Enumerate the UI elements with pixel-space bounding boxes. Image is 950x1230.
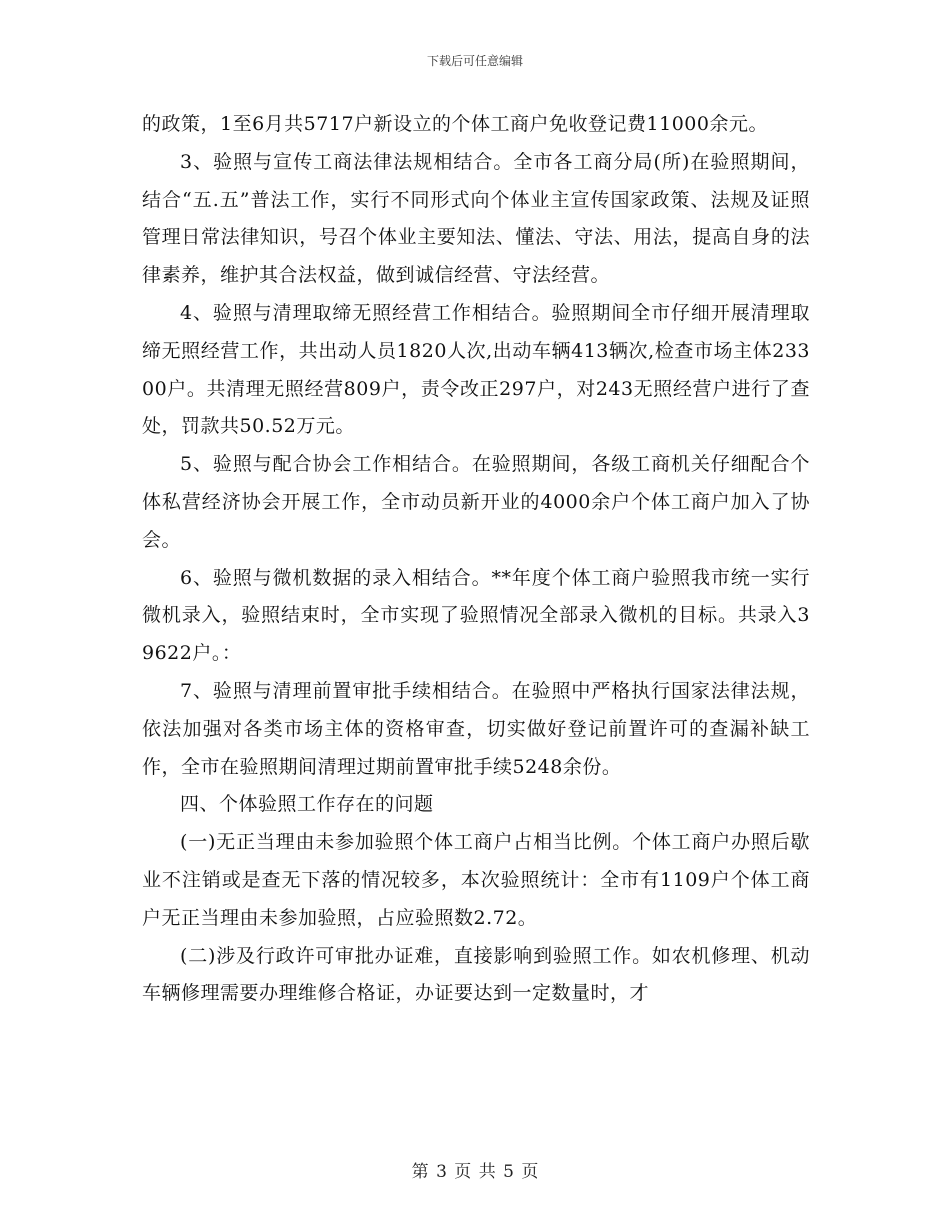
paragraph-4: 5、验照与配合协会工作相结合。在验照期间，各级工商机关仔细配合个体私营经济协会开展工作，全市动员新开业的4000余户个体工商户加入了协会。 [142,453,810,551]
page-number-footer: 第 3 页 共 5 页 [411,1162,539,1182]
paragraph-8: (二)涉及行政许可审批办证难，直接影响到验照工作。如农机修理、机动车辆修理需要办理维修合格证，办证要达到一定数量时，才 [142,944,810,1005]
page-header-note: 下载后可任意编辑 [426,54,523,68]
paragraph-2: 3、验照与宣传工商法律法规相结合。全市各工商分局(所)在验照期间，结合“五.五”普法工作，实行不同形式向个体业主宣传国家政策、法规及证照管理日常法律知识，号召个体业主要知法、懂法、守法、用法，提高自身的法律素养，维护其合法权益，做到诚信经营、守法经营。 [142,150,810,287]
paragraph-1: 的政策，1至6月共5717户新设立的个体工商户免收登记费11000余元。 [142,113,768,135]
paragraph-6: 7、验照与清理前置审批手续相结合。在验照中严格执行国家法律法规，依法加强对各类市场主体的资格审查，切实做好登记前置许可的查漏补缺工作，全市在验照期间清理过期前置审批手续5248余份。 [142,679,810,778]
section-heading-problems: 四、个体验照工作存在的问题 [180,793,434,816]
paragraph-7: (一)无正当理由未参加验照个体工商户占相当比例。个体工商户办照后歇业不注销或是查无下落的情况较多，本次验照统计：全市有1109户个体工商户无正当理由未参加验照，占应验照数2.72。 [142,831,810,929]
document-body [142,106,810,1013]
paragraph-5: 6、验照与微机数据的录入相结合。**年度个体工商户验照我市统一实行微机录入，验照结束时，全市实现了验照情况全部录入微机的目标。共录入39622户。： [142,566,810,665]
paragraph-3: 4、验照与清理取缔无照经营工作相结合。验照期间全市仔细开展清理取缔无照经营工作，共出动人员1820人次,出动车辆413辆次,检查市场主体23300户。共清理无照经营809户，责令改正297户，对243无照经营户进行了查处，罚款共50.52万元。 [142,301,810,438]
